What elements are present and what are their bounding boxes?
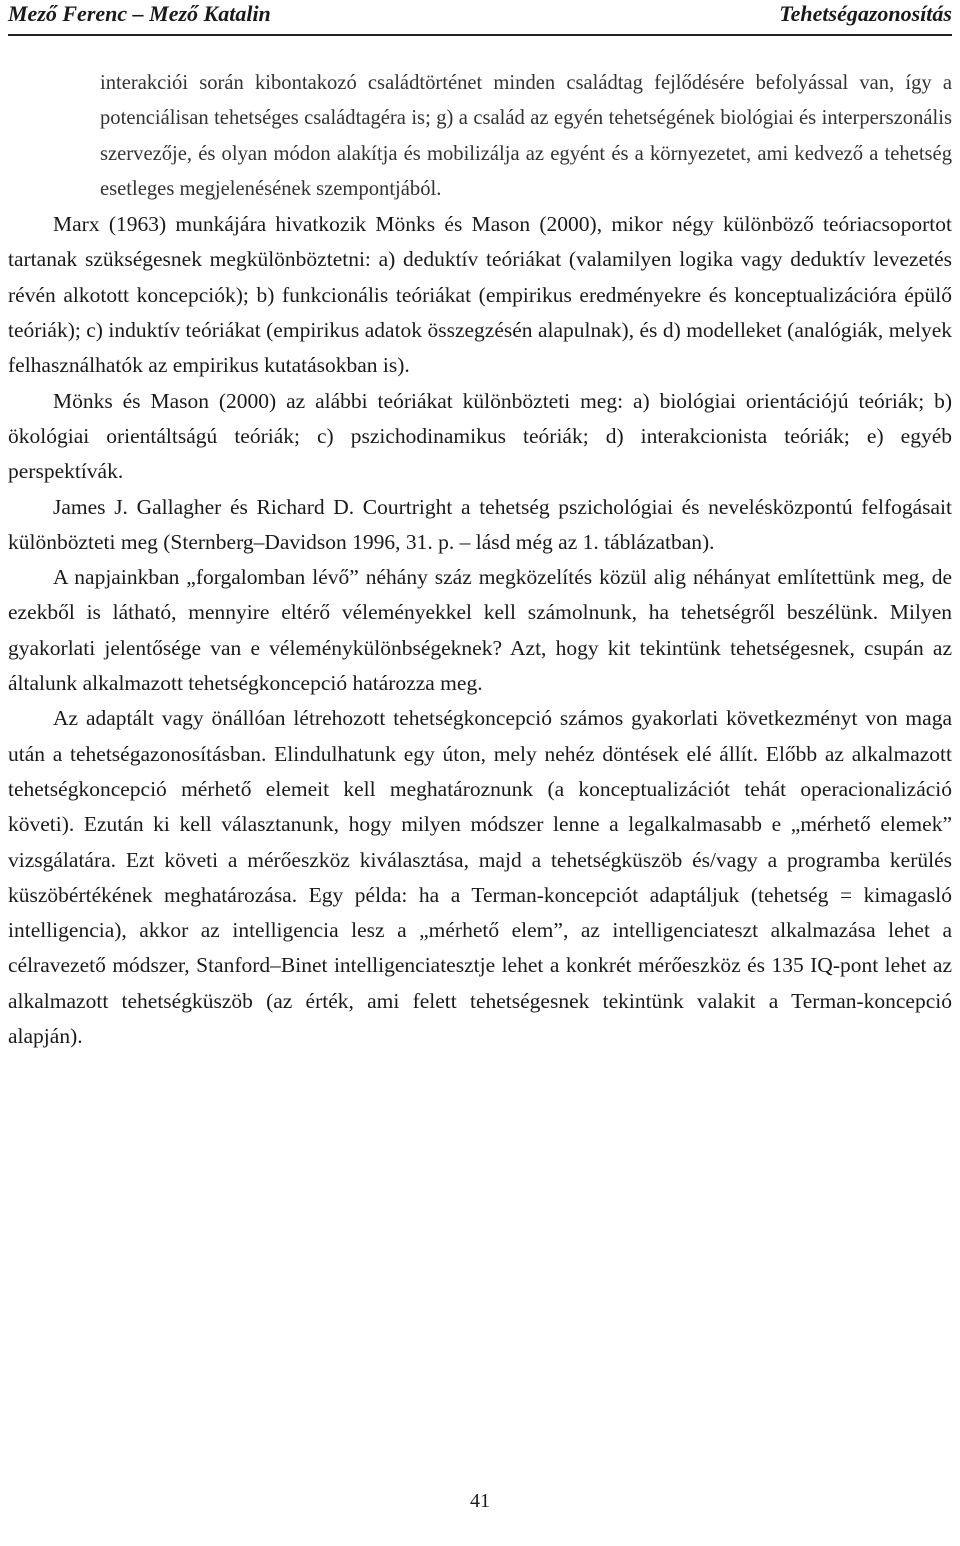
header-authors: Mező Ferenc – Mező Katalin	[8, 1, 271, 26]
page-body	[8, 66, 952, 1054]
page-header	[8, 0, 952, 36]
page-number: 41	[470, 1490, 490, 1512]
paragraph-adapted-concept: Az adaptált vagy önállóan létrehozott tehetségkoncepció számos gyakorlati következményt von maga után a tehetségazonosításban. Elindulhatunk egy úton, mely nehéz döntések elé állít. Előbb az alkalmazott tehetségkoncepció mérhető elemeit kell meghatároznunk (a konceptualizációt tehát operacionalizáció követi). Ezután ki kell választanunk, hogy milyen módszer lenne a legalkalmasabb e „mérhető elemek” vizsgálatára. Ezt követi a mérőeszköz kiválasztása, majd a tehetségküszöb és/vagy a programba kerülés küszöbértékének meghatározása. Egy példa: ha a Terman-koncepciót adaptáljuk (tehetség = kimagasló intelligencia), akkor az intelligencia lesz a „mérhető elem”, az intelligenciateszt alkalmazása lehet a célravezető módszer, Stanford–Binet intelligenciatesztje lehet a konkrét mérőeszköz és 135 IQ-pont lehet az alkalmazott tehetségküszöb (az érték, ami felett tehetségesnek tekintünk valakit a Terman-koncepció alapján).	[8, 706, 952, 1049]
paragraph-continuation: interakciói során kibontakozó családtörténet minden családtag fejlődésére befolyással van, így a potenciálisan tehetséges családtagéra is; g) a család az egyén tehetségének biológiai és interperszonális szervezője, és olyan módon alakítja és mobilizálja az egyént és a környezetet, ami kedvező a tehetség esetleges megjelenésének szempontjából.	[100, 72, 952, 200]
paragraph-practical-significance: A napjainkban „forgalomban lévő” néhány száz megközelítés közül alig néhányat említettünk meg, de ezekből is látható, mennyire eltérő véleményekkel kell számolnunk, ha tehetségről beszélünk. Milyen gyakorlati jelentősége van e véleménykülönbségeknek? Azt, hogy kit tekintünk tehetségesnek, csupán az általunk alkalmazott tehetségkoncepció határozza meg.	[8, 565, 952, 696]
header-title: Tehetségazonosítás	[779, 1, 952, 26]
paragraph-monks-mason: Mönks és Mason (2000) az alábbi teóriákat különbözteti meg: a) biológiai orientációjú teóriák; b) ökológiai orientáltságú teóriák; c) pszichodinamikus teóriák; d) interakcionista teóriák; e) egyéb perspektívák.	[8, 388, 952, 484]
paragraph-marx-theories: Marx (1963) munkájára hivatkozik Mönks és Mason (2000), mikor négy különböző teóriacsoportot tartanak szükségesnek megkülönböztetni: a) deduktív teóriákat (valamilyen logika vagy deduktív levezetés révén alkotott koncepciók); b) funkcionális teóriákat (empirikus eredményekre és konceptualizációra épülő teóriák); c) induktív teóriákat (empirikus adatok összegzésén alapulnak), és d) modelleket (analógiák, melyek felhasználhatók az empirikus kutatásokban is).	[8, 212, 952, 378]
paragraph-gallagher: James J. Gallagher és Richard D. Courtright a tehetség pszichológiai és nevelésközpontú felfogásait különbözteti meg (Sternberg–Davidson 1996, 31. p. – lásd még az 1. táblázatban).	[8, 494, 952, 554]
